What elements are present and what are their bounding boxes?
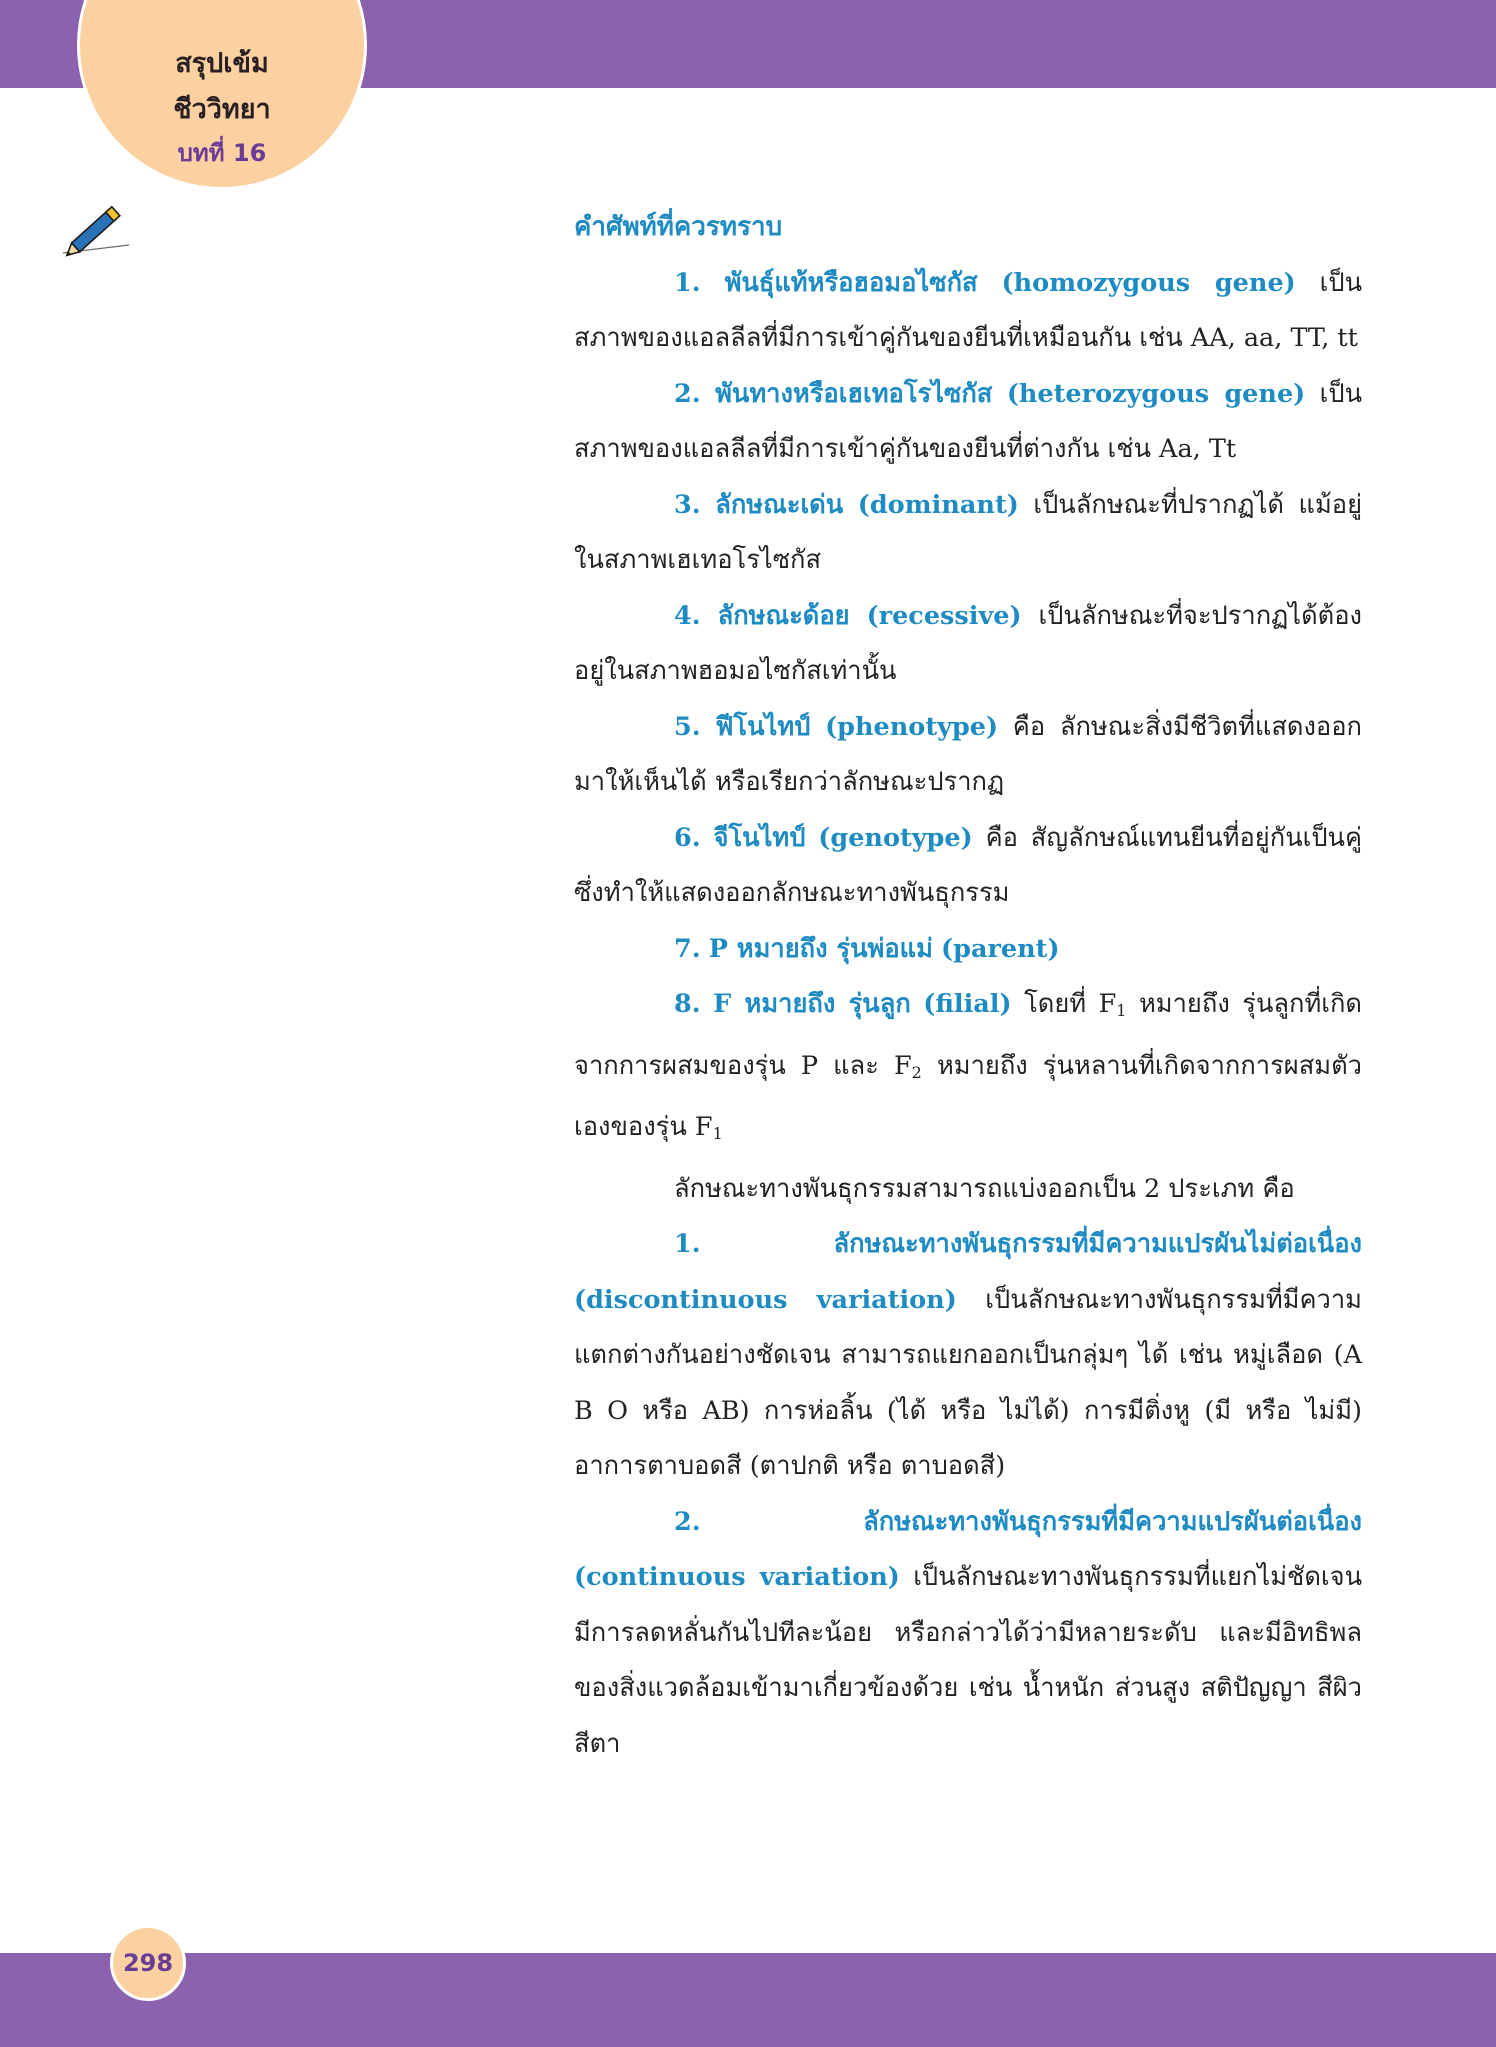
main-content bbox=[574, 200, 1362, 1772]
terms-list bbox=[574, 256, 1362, 978]
chapter-number: บทที่ 16 bbox=[177, 139, 267, 167]
term-title: ฟีโนไทป์ bbox=[715, 711, 811, 742]
term-number: 1. bbox=[674, 267, 701, 298]
variation-definition: เป็นลักษณะทางพันธุกรรมที่แยกไม่ชัดเจน มีการลดหลั่นกันไปทีละน้อย หรือกล่าวได้ว่ามีหลายระดับ และมีอิทธิพลของสิ่งแวดล้อมเข้ามาเกี่ยวข้องด้วย เช่น น้ำหนัก ส่วนสูง สติปัญญา สีผิว สีตา bbox=[574, 1562, 1362, 1759]
term-definition: หมายถึง รุ่นหลานที่เกิดจากการผสมตัวเองของรุ่น F bbox=[574, 1050, 1362, 1142]
term-english: (dominant) bbox=[857, 489, 1019, 520]
term-definition: โดยที่ F bbox=[1011, 989, 1117, 1019]
term-definition: เป็นสภาพของแอลลีลที่มีการเข้าคู่กันของยีนที่เหมือนกัน เช่น AA, aa, TT, tt bbox=[574, 267, 1362, 353]
term-item-8 bbox=[574, 977, 1362, 1162]
term-title: พันธุ์แท้หรือฮอมอไซกัส bbox=[724, 267, 978, 298]
footer-band bbox=[0, 1953, 1496, 2047]
term-english: (phenotype) bbox=[825, 711, 999, 742]
term-definition: เป็นลักษณะที่จะปรากฏได้ต้องอยู่ในสภาพฮอมอไซกัสเท่านั้น bbox=[574, 600, 1362, 686]
variation-item-2 bbox=[574, 1495, 1362, 1773]
term-item-3 bbox=[574, 478, 1362, 589]
term-number: 3. bbox=[674, 489, 701, 520]
variation-english: (continuous variation) bbox=[574, 1562, 900, 1592]
term-english: (filial) bbox=[923, 989, 1012, 1019]
term-definition: เป็นสภาพของแอลลีลที่มีการเข้าคู่กันของยีนที่ต่างกัน เช่น Aa, Tt bbox=[574, 378, 1363, 464]
term-number: 5. bbox=[674, 711, 701, 742]
subject-label: ชีววิทยา bbox=[173, 94, 271, 125]
term-english: (recessive) bbox=[866, 600, 1022, 631]
variation-title: 1. ลักษณะทางพันธุกรรมที่มีความแปรผันไม่ต่อเนื่อง bbox=[674, 1229, 1362, 1259]
term-number: 2. bbox=[674, 378, 701, 409]
chapter-label: สรุปเข้ม bbox=[175, 48, 269, 79]
variation-english: (discontinuous variation) bbox=[574, 1284, 957, 1315]
term-english: (homozygous gene) bbox=[1001, 267, 1296, 298]
subscript: 1 bbox=[1116, 1001, 1127, 1020]
section-title: คำศัพท์ที่ควรทราบ bbox=[574, 212, 783, 242]
subscript: 2 bbox=[911, 1062, 922, 1082]
variation-list bbox=[574, 1217, 1362, 1772]
term-english: (genotype) bbox=[818, 822, 973, 853]
variation-title: 2. ลักษณะทางพันธุกรรมที่มีความแปรผันต่อเนื่อง bbox=[674, 1506, 1362, 1537]
term-title: ลักษณะด้อย bbox=[717, 600, 850, 631]
term-number: 8. bbox=[674, 989, 701, 1019]
term-item-2 bbox=[574, 367, 1362, 478]
intro-text: ลักษณะทางพันธุกรรมสามารถแบ่งออกเป็น 2 ประเภท คือ bbox=[674, 1173, 1295, 1204]
term-definition: คือ สัญลักษณ์แทนยีนที่อยู่กันเป็นคู่ซึ่งทำให้แสดงออกลักษณะทางพันธุกรรม bbox=[574, 822, 1363, 908]
term-title: F หมายถึง รุ่นลูก bbox=[713, 989, 911, 1019]
term-item-5 bbox=[574, 700, 1362, 811]
page-number: 298 bbox=[110, 1925, 186, 2001]
term-english: (heterozygous gene) bbox=[1006, 378, 1306, 409]
term-item-6 bbox=[574, 811, 1362, 922]
term-number: 4. bbox=[674, 600, 701, 631]
variation-definition: เป็นลักษณะทางพันธุกรรมที่มีความแตกต่างกันอย่างชัดเจน สามารถแยกออกเป็นกลุ่มๆ ได้ เช่น หมู่เลือด (A B O หรือ AB) การห่อลิ้น (ได้ หรือ ไม่ได้) การมีติ่งหู (มี หรือ ไม่มี) อาการตาบอดสี (ตาปกติ หรือ ตาบอดสี) bbox=[574, 1284, 1362, 1481]
term-item-7 bbox=[574, 922, 1362, 978]
term-title: P หมายถึง รุ่นพ่อแม่ bbox=[708, 933, 933, 964]
term-definition: หมายถึง รุ่นลูกที่เกิดจากการผสมของรุ่น P และ F bbox=[574, 989, 1362, 1081]
term-title: ลักษณะเด่น bbox=[715, 489, 844, 520]
term-definition: คือ ลักษณะสิ่งมีชีวิตที่แสดงออกมาให้เห็นได้ หรือเรียกว่าลักษณะปรากฏ bbox=[574, 711, 1362, 797]
term-title: จีโนไทป์ bbox=[713, 822, 806, 853]
term-item-4 bbox=[574, 589, 1362, 700]
term-number: 6. bbox=[674, 822, 701, 853]
variation-item-1 bbox=[574, 1217, 1362, 1495]
term-number: 7. bbox=[674, 933, 701, 964]
subscript: 1 bbox=[712, 1124, 723, 1143]
term-english: (parent) bbox=[941, 933, 1060, 964]
term-item-1 bbox=[574, 256, 1362, 367]
term-title: พันทางหรือเฮเทอโรไซกัส bbox=[715, 378, 993, 409]
pencil-icon bbox=[55, 195, 135, 265]
term-definition: เป็นลักษณะที่ปรากฏได้ แม้อยู่ในสภาพเฮเทอโรไซกัส bbox=[574, 489, 1363, 575]
chapter-badge bbox=[77, 0, 367, 190]
